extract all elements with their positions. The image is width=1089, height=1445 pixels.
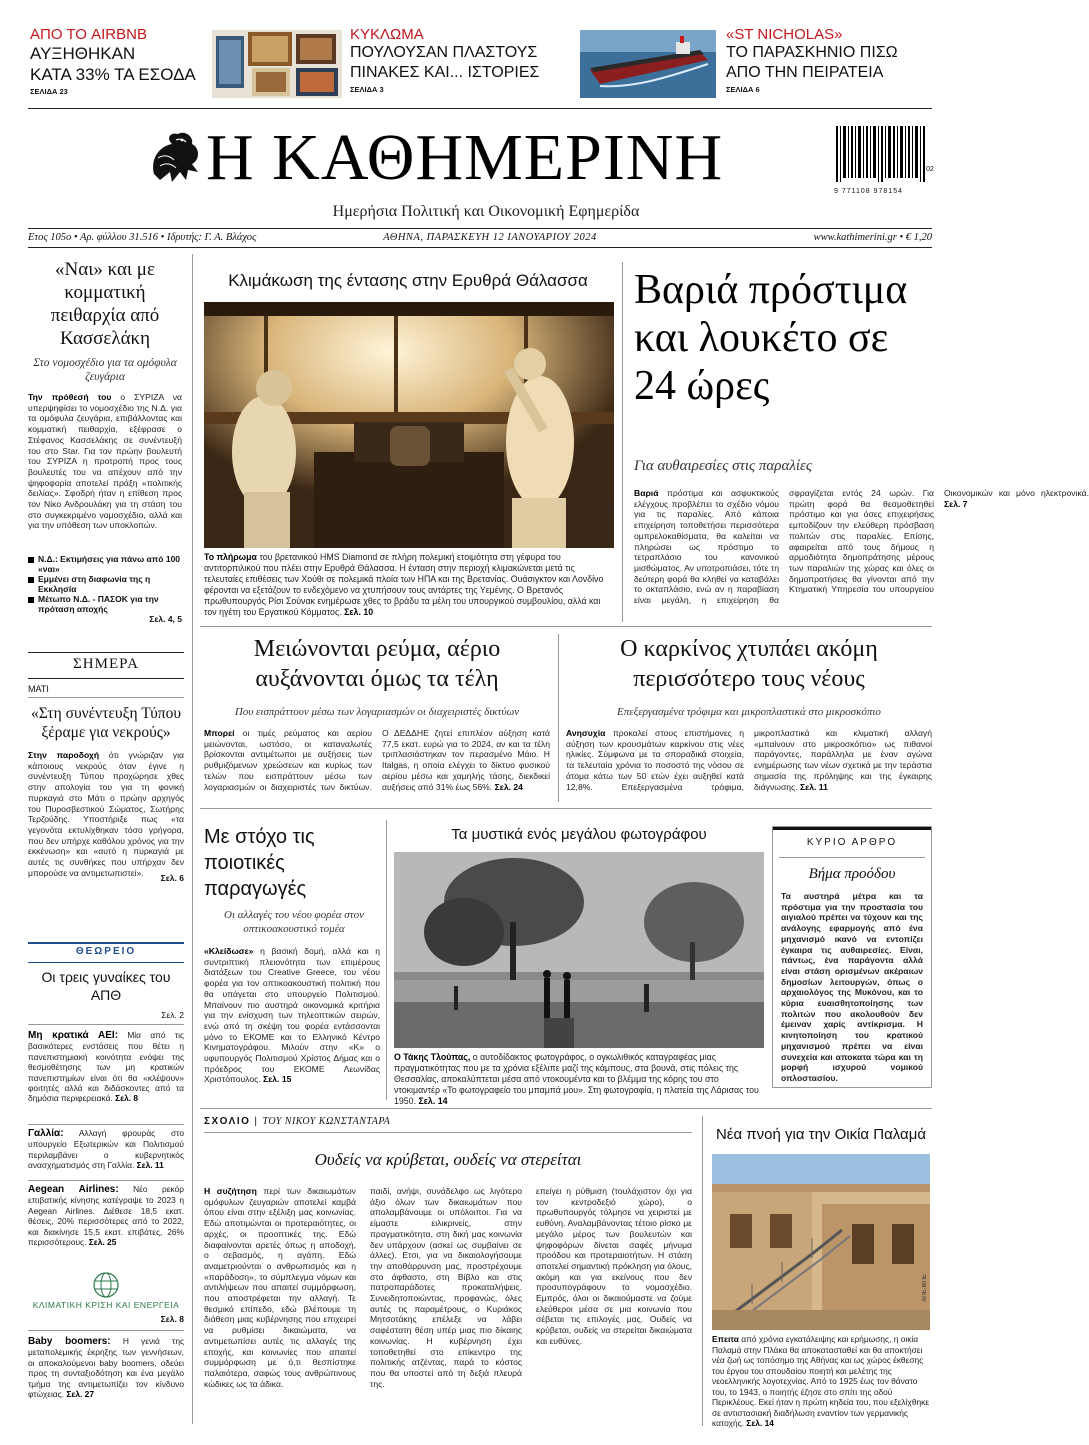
teaser-tanker-photo[interactable]: [580, 30, 716, 98]
divider: [28, 1180, 184, 1181]
column-rule: [192, 254, 193, 1424]
masthead-title: Η ΚΑΘΗΜΕΡΙΝΗ: [206, 121, 724, 194]
comment-headline[interactable]: Ουδείς να κρύβεται, ουδείς να στερείται: [314, 1150, 582, 1169]
editorial-box[interactable]: [772, 826, 932, 1088]
teaser-headline: ΤΟ ΠΑΡΑΣΚΗΝΙΟ ΠΙΣΩ: [726, 44, 898, 61]
beaches-headline[interactable]: Βαριά πρόστιμα και λουκέτο σε 24 ώρες: [634, 267, 908, 409]
larisa-photo[interactable]: [394, 852, 764, 1048]
bullet-item: Μέτωπο Ν.Δ. - ΠΑΣΟΚ για την πρόταση αποχής: [28, 594, 182, 614]
divider: [28, 942, 184, 944]
barcode: [834, 126, 934, 200]
barcode-number: 9 771108 978154: [834, 188, 903, 195]
photo-credit: ΑΠΕ-ΜΠΕ: [922, 1274, 928, 1302]
dateline-left: Ετος 105ο • Αρ. φύλλου 31.516 • Ιδρυτής: Γ. Α. Βλάχος: [28, 232, 257, 243]
issue-code: 02: [926, 166, 934, 173]
editorial-label: ΚΥΡΙΟ ΑΡΘΡΟ: [806, 837, 898, 848]
comment-col3: επείγει η ρύθμιση (τουλάχιστον όχι για τον κεντροδεξιό χώρο), ο πρωθυπουργός τόλμησε να χειριστεί με ευθύνη. Αναλαμβάνοντας τέτοιο ρίσκο με μεγάλο μέρος των βουλευτών και ψηφοφόρων δίνεται σαφές μήνυμα προόδου και προτεραιοτήτων. Η στάση αποτελεί σημαντική πρόκληση για όλους, ακόμη και για εκείνους που δεν προσυπογράφουν το νομοσχέδιο. Εμπρός, όλοι οι δικαιούμαστε να ζούμε ελεύθεροι μέσα σε μια κοινωνία που σέβεται τις επιλογές μας. Ουδείς να κρύβεται, ουδείς να στερείται δικαιώματα και ευθύνες.: [536, 1186, 692, 1346]
teaser-headline: ΠΙΝΑΚΕΣ ΚΑΙ... ΙΣΤΟΡΙΕΣ: [350, 64, 540, 81]
palamas-headline[interactable]: Νέα πνοή για την Οικία Παλαμά: [715, 1126, 927, 1143]
divider: [28, 228, 932, 229]
teaser-headline: ΠΟΥΛΟΥΣΑΝ ΠΛΑΣΤΟΥΣ: [350, 44, 538, 61]
theorio-label: ΘΕΩΡΕΙΟ: [75, 946, 137, 957]
cancer-dek: Επεξεργασμένα τρόφιμα και μικροπλαστικά στο μικροσκόπιο: [617, 706, 881, 718]
divider: [204, 1132, 692, 1133]
quality-dek: Οι αλλαγές του νέου φορέα στον οπτικοακουστικό τομέα: [224, 909, 364, 935]
teaser-kicker: ΑΠΟ ΤΟ AIRBNB: [30, 26, 147, 43]
redsea-caption: Το πλήρωμα του βρετανικού HMS Diamond σε πλήρη πολεμική ετοιμότητα στη γέφυρα του αντιτορπιλικού που πλέει στην Ερυθρά Θάλασσα. Η ένταση στην περιοχή κλιμακώνεται μετά τις τελευταίες επιθέσεις των Χούθι σε πολεμικά πλοία των ΗΠΑ και της Βρετανίας. Ουάσιγκτον και Λονδίνο φέρονται να εξετάζουν το ενδεχόμενο να χτυπήσουν τους αντάρτες της Υεμένης. Ο Βρετανός πρωθυπουργός Ρίσι Σούνακ ενημέρωσε χθες το βράδυ τα μέλη του υπουργικού συμβουλίου, αλλά και τον ηγέτη του Εργατικού Κόμματος. Σελ. 10: [204, 552, 604, 617]
column-rule: [702, 1116, 703, 1426]
divider: [200, 626, 932, 627]
article-body: Στην παροδοχή ότι γνώριζαν για κάποιους νεκρούς όταν έγινε η συνέντευξη Τύπου προχώρησε χθες στην απολογία του για τη φονική πυρκαγιά στο Μάτι ο πρώην αρχηγός του Πυροσβεστικού Σώματος, Σωτήρης Τερζούδης. Υποστήριξε πως «τα γεγονότα εκτυλίχθηκαν τόσο γρήγορα, που δεν υπήρχε καθόλου χρόνος για την εκκένωση» και «αυτό η πυρκαγιά με αυτές τις συνθήκες που υπήρχαν δεν μπορούσε να αντιμετωπιστεί».: [28, 750, 184, 878]
brief-france[interactable]: Γαλλία: Αλλαγή φρουράς στο υπουργείο Εξωτερικών και Πολιτισμού περιλαμβάνει ο κυβερνητικός ανασχηματισμός στη Γαλλία. Σελ. 11: [28, 1128, 184, 1171]
energy-body: Μπορεί οι τιμές ρεύματος και αερίου μειώνονται, ωστόσο, οι καταναλωτές βρίσκονται αντιμέτωποι με αυξήσεις των ρυθμιζόμενων χρεώσεων και κυρίως των τελών που εισπράττουν μέσω των λογαριασμών οι διαχειριστές των δικτύων. Ο ΔΕΔΔΗΕ ζητεί επιπλέον αύξηση κατά 77,5 εκατ. ευρώ για το 2024, αν και τα τέλη τριπλασιάστηκαν τον περασμένο Μάιο. Η Italgas, η οποία ελέγχει το δίκτυο φυσικού αερίου μέσω και χαμηλής τάσης, διεκδικεί αυξήσεις από 31% έως 56%. Σελ. 24: [204, 728, 550, 792]
teaser-page: ΣΕΛΙΔΑ 23: [30, 87, 68, 96]
quality-body: «Κλείδωσε» η βασική δομή, αλλά και η συντριπτική πλειονότητα των επιμέρους διατάξεων του Creative Greece, του νέου φορέα για τον οπτικοακουστική πολιτική που θα υπάγεται στο υπουργείο Πολιτισμού. Μπαίνουν πιο αυστηρά οικονομικά κριτήρια για την ενίσχυση των τηλεοπτικών σειρών, ενώ από τη σκέψη του φορέα εντάσσονται μόνο το ΕΚΟΜΕ και το Ελληνικό Κέντρο Κινηματογράφου. Μιλούν στην «Κ» ο υφυπουργός Πολιτισμού Χρίστος Δήμας και ο πρόεδρος του ΕΚΟΜΕ Λεωνίδας Χριστόπουλος. Σελ. 15: [204, 946, 380, 1085]
teaser-kicker: «ST NICHOLAS»: [726, 26, 843, 43]
dateline-center: ΑΘΗΝΑ, ΠΑΡΑΣΚΕΥΗ 12 ΙΑΝΟΥΑΡΙΟΥ 2024: [383, 232, 597, 243]
divider: [28, 108, 932, 109]
quality-headline[interactable]: Με στόχο τις ποιοτικές παραγωγές: [204, 826, 315, 900]
photographer-headline[interactable]: Τα μυστικά ενός μεγάλου φωτογράφου: [451, 826, 707, 843]
bullet-list: [28, 554, 182, 614]
page-ref: Σελ. 2: [161, 1010, 184, 1020]
divider: [28, 962, 184, 963]
teaser-headline: ΑΠΟ ΤΗΝ ΠΕΙΡΑΤΕΙΑ: [726, 64, 884, 81]
divider: [28, 678, 184, 679]
article-mati[interactable]: [28, 684, 184, 883]
beaches-body: Βαριά πρόστιμα και ασφυκτικούς ελέγχους προβλέπει το σχέδιο νόμου για τις παραλίες. Από κάποια επιχείρηση τοποθετήσει περισσότερα ομπρελοκαθίσματα, θα καλείται να πληρώσει ως πρόστιμο το τετραπλάσιο του κανονικού μισθώματος. Αν υποτροπιάσει, τότε τη δεύτερη φορά θα κληθεί να καταβάλει το οκταπλάσιο, ενώ αν η παραβίαση είναι μεγάλη, η επιχείρηση θα σφραγίζεται εντός 24 ωρών. Για πρώτη φορά θα θεσμοθετηθεί πρόστιμο και για όσες επιχειρήσεις εμποδίζουν την ελεύθερη πρόσβαση πολιτών στις παραλίες. Επίσης, αφαιρείται από τους δήμους η αρμοδιότητα δημοπράτησης μέρους των παραλιών της χώρας και όλες οι δημοπρατήσεις θα γίνονται από την Κτηματική Υπηρεσία του υπουργείου Οικονομικών και μόνο ηλεκτρονικά. Σελ. 7: [634, 488, 1089, 606]
brief-aegean[interactable]: Aegean Airlines: Νέο ρεκόρ επιβατικής κίνησης κατέγραψε το 2023 η Aegean Airlines. Διέθεσε 18,5 εκατ. θέσεις, 20% περισσότερες από το 2022, και διακίνησε 15,5 εκατ. επιβάτες, 26% περισσότερους. Σελ. 25: [28, 1184, 184, 1248]
teaser-paintings-photo[interactable]: [212, 30, 342, 98]
globe-icon: [84, 1272, 128, 1298]
cancer-headline[interactable]: Ο καρκίνος χτυπάει ακόμη περισσότερο τους νέους: [620, 636, 878, 692]
larisa-caption: Ο Τάκης Τλούπας, ο αυτοδίδακτος φωτογράφος, ο ογκωλιθικός καταγραφέας μιας πραγματικότητας που με τα χρόνια εξέλιπε μαζί της κάμπους, στα βουνά, στις πόλεις της Θεσσαλίας, αποκαλύπτεται μέσα από ντοκουμέντα και το βλέμμα της κόρης του στο ντοκιμαντέρ «Το φωτογραφείο του μπαμπά μου». Στη φωτογραφία, η πλατεία της Λάρισας του 1950. Σελ. 14: [394, 1052, 759, 1106]
teaser-page: ΣΕΛΙΔΑ 6: [726, 85, 760, 94]
beaches-dek: Για αυθαιρεσίες στις παραλίες: [634, 458, 812, 474]
palamas-caption: Επειτα από χρόνια εγκατάλειψης και ερήμωσης, η οικία Παλαμά στην Πλάκα θα αποκατασταθεί και θα αποκτήσει νέα ζωή ως τοπόσημο της Αθήνας και ως χώρος έκθεσης του έργου του σπουδαίου ποιητή και μελέτης της νεοελληνικής λογοτεχνίας. Από το 1925 έως τον θάνατο του, το 1943, ο ποιητής έζησε στο σπίτι της οδού Περικλέους. Εκεί ήταν η πρώτη κηδεία του, που εξελίχθηκε σε αντιστασιακή διαδήλωση εναντίον των γερμανικής κατοχής. Σελ. 14: [712, 1334, 930, 1428]
section-label: ΜΑΤΙ: [28, 684, 49, 694]
teaser-forgery[interactable]: [350, 26, 550, 94]
editorial-body: Τα αυστηρά μέτρα και τα πρόστιμα για την προστασία του αιγιαλού πρέπει να τύχουν και της ανάλογης εφαρμογής από ένα μηχανισμό ικανό να εντοπίζει έγκαιρα τις αυθαιρεσίες. Είναι, πάντως, ένα παράγοντα αλλά είναι στάση ορισμένων ακέραιων δημοσίων λειτουργών, όπως ο αρχαιολόγος της Μυκόνου, και το κύρια ευαισθητοποίησης των πολιτών που ακολουθούν δεν έμειναν χαρίς αντίκρισμα. Η κινητοποίηση του κρατικού μηχανισμού πρέπει να είναι συνεχεία και αποκατα τώρα και τη μορφή ισχυρού νομικού οπλοστασίου.: [781, 891, 923, 1083]
divider: [28, 1124, 184, 1125]
teaser-piracy[interactable]: [726, 26, 936, 94]
palamas-house-photo[interactable]: [712, 1154, 930, 1330]
comment-col1: Η συζήτηση περί των δικαιωμάτων ομόφυλων ζευγαριών αποτελεί καμβά όπου είναι στην εξέλιξη μας κοινωνίας. Εδώ αποτιμώνται οι προτεραιότητες, οι αρχές, οι προοπτικές της. Εδώ διαφαίνονται αρετές όπως η αποδοχή, ο σεβασμός, η αγάπη. Εδώ αναμετριούνται ο ανθρωπισμός και η «παράδοση», το σύμπλεγμα νόμων και αντιλήψεων που απαιτεί συμμόρφωση, που αποστρέφεται την αλλαγή. Τε θεσμικό επίπεδο, εδώ βλέπουμε τη διάθεση μιας κυβέρνησης που επιχειρεί να ρυθμίσει δικαιώματα, να αντιμετωπίσει αυτές τις αλλαγές της εποχής, και κοινωνίες που απαιτεί συμμόρφωση με ό,τι θεσπίστηκε παλαιότερα, σαφώς τους ανθρώπινους κώδικες ως τα άδικα.: [204, 1186, 356, 1389]
divider: [28, 1330, 184, 1331]
comment-byline: ΣΧΟΛΙΟ | ΤΟΥ ΝΙΚΟΥ ΚΩΝΣΤΑΝΤΑΡΑ: [204, 1116, 391, 1127]
teaser-page: ΣΕΛΙΔΑ 3: [350, 85, 384, 94]
bullet-item: Εμμένει στη διαφωνία της η Εκκλησία: [28, 574, 182, 594]
article-body: Την πρόθεσή του ο ΣΥΡΙΖΑ να υπερψηφίσει το νομοσχέδιο της Ν.Δ. για τα ομόφυλα ζευγάρια, επιβάλλοντας και κομματική πειθαρχία, εξέφρασε ο Στέφανος Κασσελάκης σε συνέντευξή του στο Star. Για τον πρώην βουλευτή του ΣΥΡΙΖΑ η προτροπή προς τους βουλευτές του να απέχουν από την ψηφοφορία αποτελεί πράξη «πολιτικής δειλίας». Σφοδρή ήταν η επίθεση προς τον Νίκο Ανδρουλάκη για τη στάση του στο συγκεκριμένο νομοσχέδιο, αλλά και για την υπόθεση των υποκλοπών.: [28, 392, 183, 531]
dateline-right: www.kathimerini.gr • € 1,20: [813, 232, 932, 243]
article-kasselakis[interactable]: [28, 258, 182, 624]
photo-credit: ΑΠΕ-ΕΠΕ/Αρχείο: [606, 502, 612, 549]
theorio-headline[interactable]: Οι τρεις γυναίκες του ΑΠΘ: [41, 969, 171, 1003]
dek: Στο νομοσχέδιο για τα ομόφυλα ζευγάρια: [33, 357, 177, 383]
page-ref: Σελ. 8: [160, 1314, 184, 1324]
teaser-headline: ΑΥΞΗΘΗΚΑΝ: [30, 44, 136, 63]
brief-baby-boomers[interactable]: Baby boomers: Η γενιά της μεταπολεμικής έκρηξης των γεννήσεων, οι αποκαλούμενοι baby boomers, οδεύει προς τη συνταξιοδότηση και ένα μεγάλο τμήμα της αντιμετωπίζει τον κίνδυνο φτώχειας. Σελ. 27: [28, 1336, 185, 1400]
divider: [200, 1108, 932, 1109]
energy-headline[interactable]: Μειώνονται ρεύμα, αέριο αυξάνονται όμως τα τέλη: [253, 636, 501, 692]
climate-label[interactable]: ΚΛΙΜΑΤΙΚΗ ΚΡΙΣΗ ΚΑΙ ΕΝΕΡΓΕΙΑ: [32, 1300, 180, 1310]
page-ref: Σελ. 4, 5: [149, 614, 182, 624]
masthead-subtitle: Ημερήσια Πολιτική και Οικονομική Εφημερίδα: [332, 203, 640, 220]
griffin-logo-icon: [146, 128, 204, 192]
divider: [28, 247, 932, 248]
today-label: ΣΗΜΕΡΑ: [73, 656, 139, 672]
brief-universities[interactable]: Μη κρατικά ΑΕΙ: Μία από τις βασικότερες ενστάσεις που θέτει η πανεπιστημιακή κοινότητα ενόψει της θεσμοθέτησης των μη κρατικών πανεπιστημίων είναι ότι θα «κλέψουν» φοιτητές αλλά και διδάσκοντες από τα δημόσια περιφερειακά. Σελ. 8: [28, 1030, 184, 1104]
teaser-kicker: ΚΥΚΛΩΜΑ: [350, 26, 424, 43]
column-rule: [622, 262, 623, 622]
divider: [28, 1024, 184, 1025]
headline: «Στη συνέντευξη Τύπου ξέραμε για νεκρούς»: [30, 705, 182, 741]
comment-col2: παιδί, ανήψι, συνάδελφο ως λιγότερο άξιο όλων των δικαιωμάτων που απολαμβάνουμε οι υπόλοιποι. Για να είμαστε ειλικρινείς, στην πραγματικότητα, στη δική μας κοινωνία δεν υπάρχουν (ασκεί ως συμβαίνει σε άλλες). Ετσι, για να δικαιολογήσουμε την αποθάρρυνση μας, προστρέχουμε στο άφθαστο, στη Βίβλο και στις πατροπαράδοτες προκαταλήψεις. Συνειδητοποιώντας, προφανώς, όλες αυτές τις παραμέτρους, ο Κυριάκος Μητσοτάκης επέλεξε να λάβει σαφέστατη θέση υπέρ μιας πιο δίκαιης κοινωνίας. Η κυβέρνηση έχει τοποθετηθεί στο επίκεντρο της πολιτικής ατζέντας, παρά το κόστος που θα υποστεί από τη δεξιά πλευρά της.: [370, 1186, 522, 1389]
column-rule: [558, 634, 559, 802]
divider: [28, 652, 184, 653]
headline: «Ναι» και με κομματική πειθαρχία από Κασσελάκη: [50, 259, 160, 349]
energy-dek: Που εισπράττουν μέσω των λογαριασμών οι διαχειριστές δικτύων: [234, 706, 520, 718]
column-rule: [386, 820, 387, 1100]
page-ref: Σελ. 6: [160, 873, 184, 883]
divider: [200, 808, 932, 809]
editorial-title: Βήμα προόδου: [808, 866, 896, 882]
teaser-airbnb[interactable]: [30, 26, 210, 96]
cancer-body: Ανησυχία προκαλεί στους επιστήμονες η αύξηση των κρουσμάτων καρκίνου στις νέες ηλικίες. Σύμφωνα με τα σποραδικά στοιχεία, τα τελευταία χρόνια το ποσοστό της νόσου σε άτομα κάτω των 50 ετών έχει αυξηθεί κατά 12,8%. Επεξεργασμένα τρόφιμα, μικροπλαστικά και κλιματική αλλαγή «μπαίνουν στο μικροσκόπιο» ως πιθανοί παράγοντες, παράλληλα με έναν αγώνα ενημέρωσης των νέων σχετικά με την τεράστια σημασία της πρόληψης και της έγκαιρης διάγνωσης. Σελ. 11: [566, 728, 932, 792]
redsea-headline[interactable]: Κλιμάκωση της έντασης στην Ερυθρά Θάλασσα: [228, 271, 588, 290]
teaser-headline: ΚΑΤΑ 33% ΤΑ ΕΣΟΔΑ: [30, 65, 196, 84]
bullet-item: Ν.Δ.: Εκτιμήσεις για πάνω από 100 «ναι»: [28, 554, 182, 574]
redsea-photo[interactable]: [204, 302, 614, 548]
